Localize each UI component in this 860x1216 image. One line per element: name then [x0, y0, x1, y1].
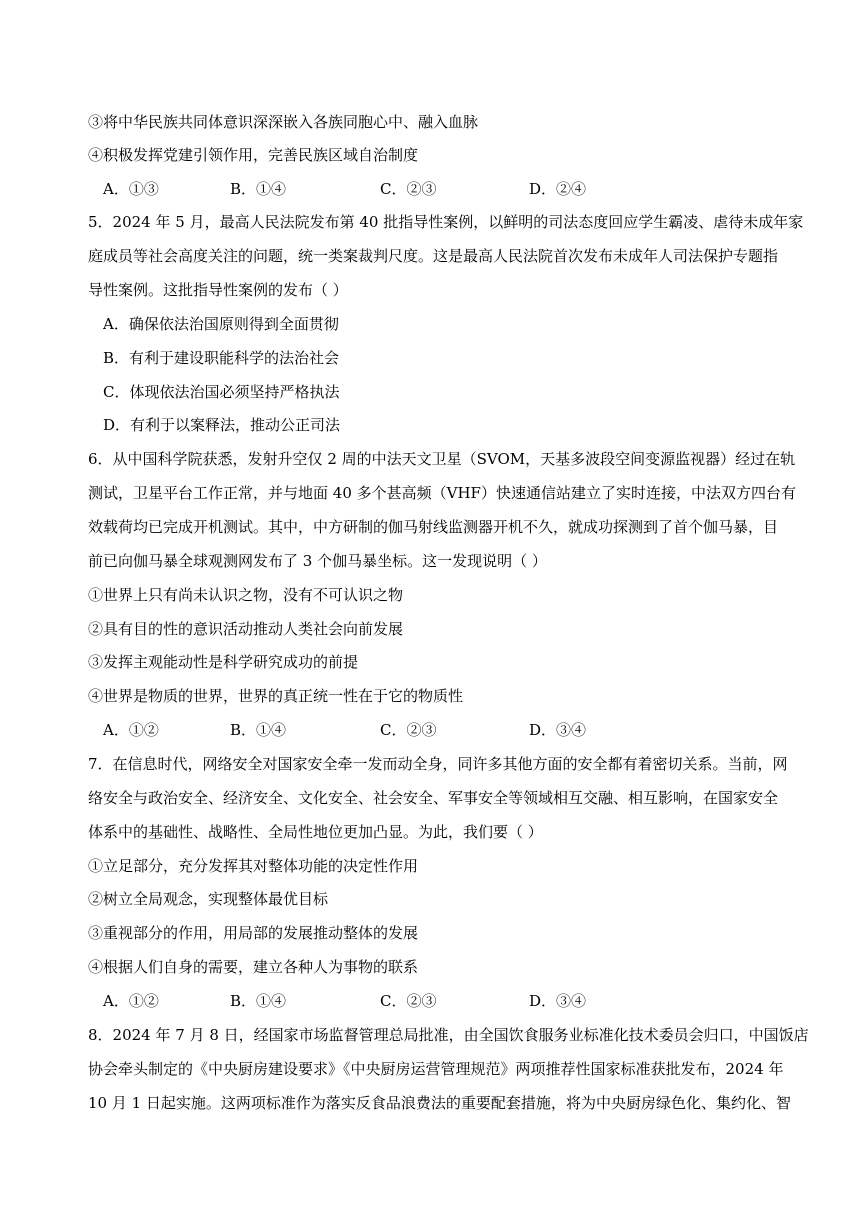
- q7-stem-line-1: 7．在信息时代，网络安全对国家安全牵一发而动全身，同许多其他方面的安全都有着密切关系。当前，网: [88, 755, 788, 773]
- q6-choice-a[interactable]: A．①②: [103, 721, 159, 739]
- q7-item-4: ④根据人们自身的需要，建立各种人为事物的联系: [88, 958, 419, 976]
- q6-stem-line-4: 前已向伽马暴全球观测网发布了 3 个伽马暴坐标。这一发现说明（ ）: [88, 552, 547, 570]
- q6-stem-line-3: 效载荷均已完成开机测试。其中，中方研制的伽马射线监测器开机不久，就成功探测到了首个伽马暴，目: [88, 518, 779, 536]
- q7-choice-a[interactable]: A．①②: [103, 992, 159, 1010]
- q5-stem-line-1: 5．2024 年 5 月，最高人民法院发布第 40 批指导性案例，以鲜明的司法态度回应学生霸凌、虐待未成年家: [88, 213, 804, 231]
- q7-item-3: ③重视部分的作用，用局部的发展推动整体的发展: [88, 924, 419, 942]
- q6-choice-c[interactable]: C．②③: [380, 721, 437, 739]
- q6-item-4: ④世界是物质的世界，世界的真正统一性在于它的物质性: [88, 687, 464, 705]
- q4-choices: [0, 179, 860, 199]
- q6-stem-line-2: 测试，卫星平台工作正常，并与地面 40 多个甚高频（VHF）快速通信站建立了实时连接，中法双方四台有: [88, 484, 796, 502]
- q4-item-3: ③将中华民族共同体意识深深嵌入各族同胞心中、融入血脉: [88, 113, 479, 131]
- q7-choice-c[interactable]: C．②③: [380, 992, 437, 1010]
- q5-option-d[interactable]: D．有利于以案释法，推动公正司法: [103, 416, 341, 434]
- q4-choice-c[interactable]: C．②③: [380, 180, 437, 198]
- q5-option-c[interactable]: C．体现依法治国必须坚持严格执法: [103, 383, 340, 401]
- q5-option-b[interactable]: B．有利于建设职能科学的法治社会: [103, 349, 340, 367]
- q4-choice-d[interactable]: D．②④: [529, 180, 587, 198]
- q7-stem-line-2: 络安全与政治安全、经济安全、文化安全、社会安全、军事安全等领域相互交融、相互影响，在国家安全: [88, 789, 779, 807]
- q5-option-a[interactable]: A．确保依法治国原则得到全面贯彻: [103, 315, 339, 333]
- q7-choices: [0, 991, 860, 1011]
- q7-item-2: ②树立全局观念，实现整体最优目标: [88, 890, 329, 908]
- q7-choice-d[interactable]: D．③④: [529, 992, 587, 1010]
- q8-stem-line-3: 10 月 1 日起实施。这两项标准作为落实反食品浪费法的重要配套措施，将为中央厨房绿色化、集约化、智: [88, 1094, 791, 1112]
- q5-stem-line-3: 导性案例。这批指导性案例的发布（ ）: [88, 281, 348, 299]
- q6-item-2: ②具有目的性的意识活动推动人类社会向前发展: [88, 620, 404, 638]
- q6-item-1: ①世界上只有尚未认识之物，没有不可认识之物: [88, 586, 404, 604]
- q7-stem-line-3: 体系中的基础性、战略性、全局性地位更加凸显。为此，我们要（ ）: [88, 823, 543, 841]
- q8-stem-line-1: 8．2024 年 7 月 8 日，经国家市场监督管理总局批准，由全国饮食服务业标准化技术委员会归口，中国饭店: [88, 1026, 809, 1044]
- q6-stem-line-1: 6．从中国科学院获悉，发射升空仅 2 周的中法天文卫星（SVOM，天基多波段空间变源监视器）经过在轨: [88, 450, 796, 468]
- q7-choice-b[interactable]: B．①④: [230, 992, 287, 1010]
- q4-choice-a[interactable]: A．①③: [103, 180, 159, 198]
- q6-choices: [0, 720, 860, 740]
- q6-choice-b[interactable]: B．①④: [230, 721, 287, 739]
- q4-choice-b[interactable]: B．①④: [230, 180, 287, 198]
- q7-item-1: ①立足部分，充分发挥其对整体功能的决定性作用: [88, 857, 419, 875]
- q6-choice-d[interactable]: D．③④: [529, 721, 587, 739]
- q8-stem-line-2: 协会牵头制定的《中央厨房建设要求》《中央厨房运营管理规范》两项推荐性国家标准获批发布，2024 年: [88, 1060, 784, 1078]
- q4-item-4: ④积极发挥党建引领作用，完善民族区域自治制度: [88, 146, 419, 164]
- q6-item-3: ③发挥主观能动性是科学研究成功的前提: [88, 653, 359, 671]
- q5-stem-line-2: 庭成员等社会高度关注的问题，统一类案裁判尺度。这是最高人民法院首次发布未成年人司法保护专题指: [88, 247, 779, 265]
